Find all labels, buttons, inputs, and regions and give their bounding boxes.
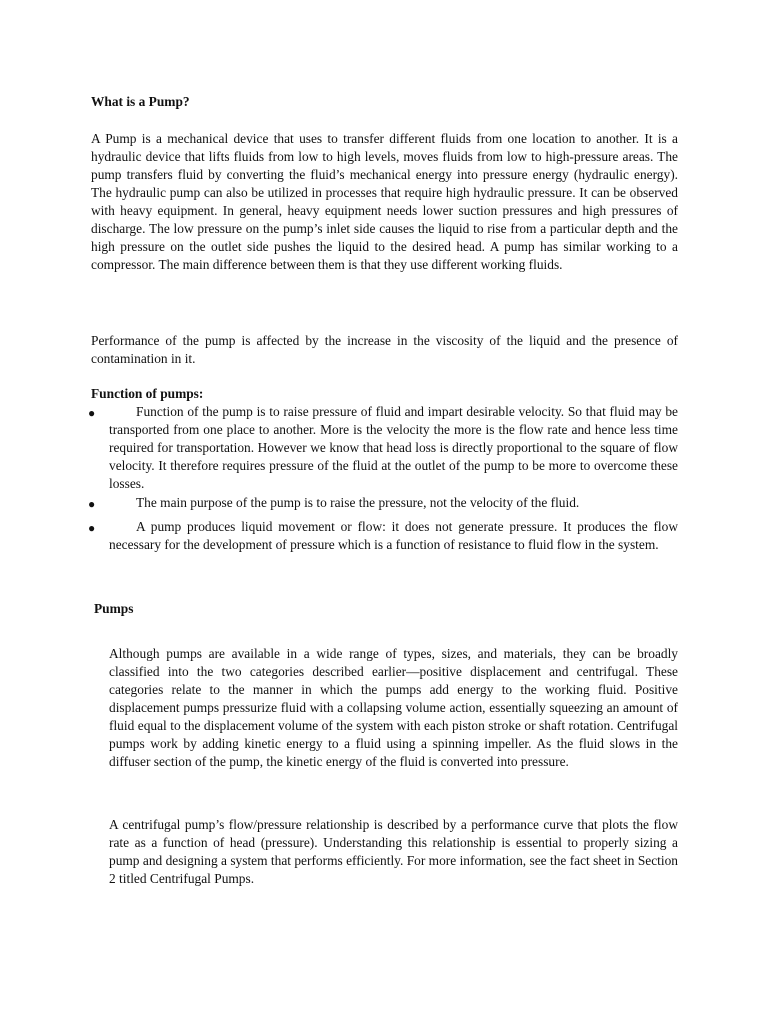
heading-function-of-pumps: Function of pumps: xyxy=(91,386,204,401)
bullet-dot: ● xyxy=(88,521,96,535)
heading-pumps: Pumps xyxy=(94,601,134,616)
paragraph-classification: Although pumps are available in a wide range of types, sizes, and materials, they can be broadly classified into the two categories described earlier—positive displacement and centrifugal. These categories relate to the manner in which the pumps add energy to the working fluid. Positive displacement pumps pressurize fluid with a collapsing volume action, essentially squeezing an amount of fluid equal to the displacement volume of the system with each piston stroke or shaft rotation. Centrifugal pumps work by adding kinetic energy to a fluid using a spinning impeller. As the fluid slows in the diffuser section of the pump, the kinetic energy of the fluid is converted into pressure. xyxy=(109,646,678,769)
heading-what-is-a-pump: What is a Pump? xyxy=(91,94,190,109)
paragraph-centrifugal: A centrifugal pump’s flow/pressure relationship is described by a performance curve that plots the flow rate as a function of head (pressure). Understanding this relationship is essential to properly sizing a pump and designing a system that performs efficiently. For more information, see the fact sheet in Section 2 titled Centrifugal Pumps. xyxy=(109,817,678,886)
bullet-dot: ● xyxy=(88,497,96,511)
paragraph-performance: Performance of the pump is affected by the increase in the viscosity of the liquid and the presence of contamination in it. xyxy=(91,333,678,366)
bullet-dot: ● xyxy=(88,406,96,420)
list-item: A pump produces liquid movement or flow: it does not generate pressure. It produces the flow necessary for the development of pressure which is a function of resistance to fluid flow in the system. xyxy=(109,519,678,552)
list-item: Function of the pump is to raise pressure of fluid and impart desirable velocity. So that fluid may be transported from one place to another. More is the velocity the more is the flow rate and hence less time required for transportation. However we know that head loss is directly proportional to the square of flow velocity. It therefore requires pressure of the fluid at the outlet of the pump to be more to overcome these losses. xyxy=(109,404,678,491)
list-item: The main purpose of the pump is to raise the pressure, not the velocity of the fluid. xyxy=(136,495,580,510)
paragraph-intro: A Pump is a mechanical device that uses to transfer different fluids from one location to another. It is a hydraulic device that lifts fluids from low to high levels, moves fluids from low to high-pressure areas. The pump transfers fluid by converting the fluid’s mechanical energy into pressure energy (hydraulic energy). The hydraulic pump can also be utilized in processes that require high hydraulic pressure. It can be observed with heavy equipment. In general, heavy equipment needs lower suction pressures and high pressures of discharge. The low pressure on the pump’s inlet side causes the liquid to rise from a particular depth and the high pressure on the outlet side pushes the liquid to the desired head. A pump has similar working to a compressor. The main difference between them is that they use different working fluids. xyxy=(91,131,678,272)
